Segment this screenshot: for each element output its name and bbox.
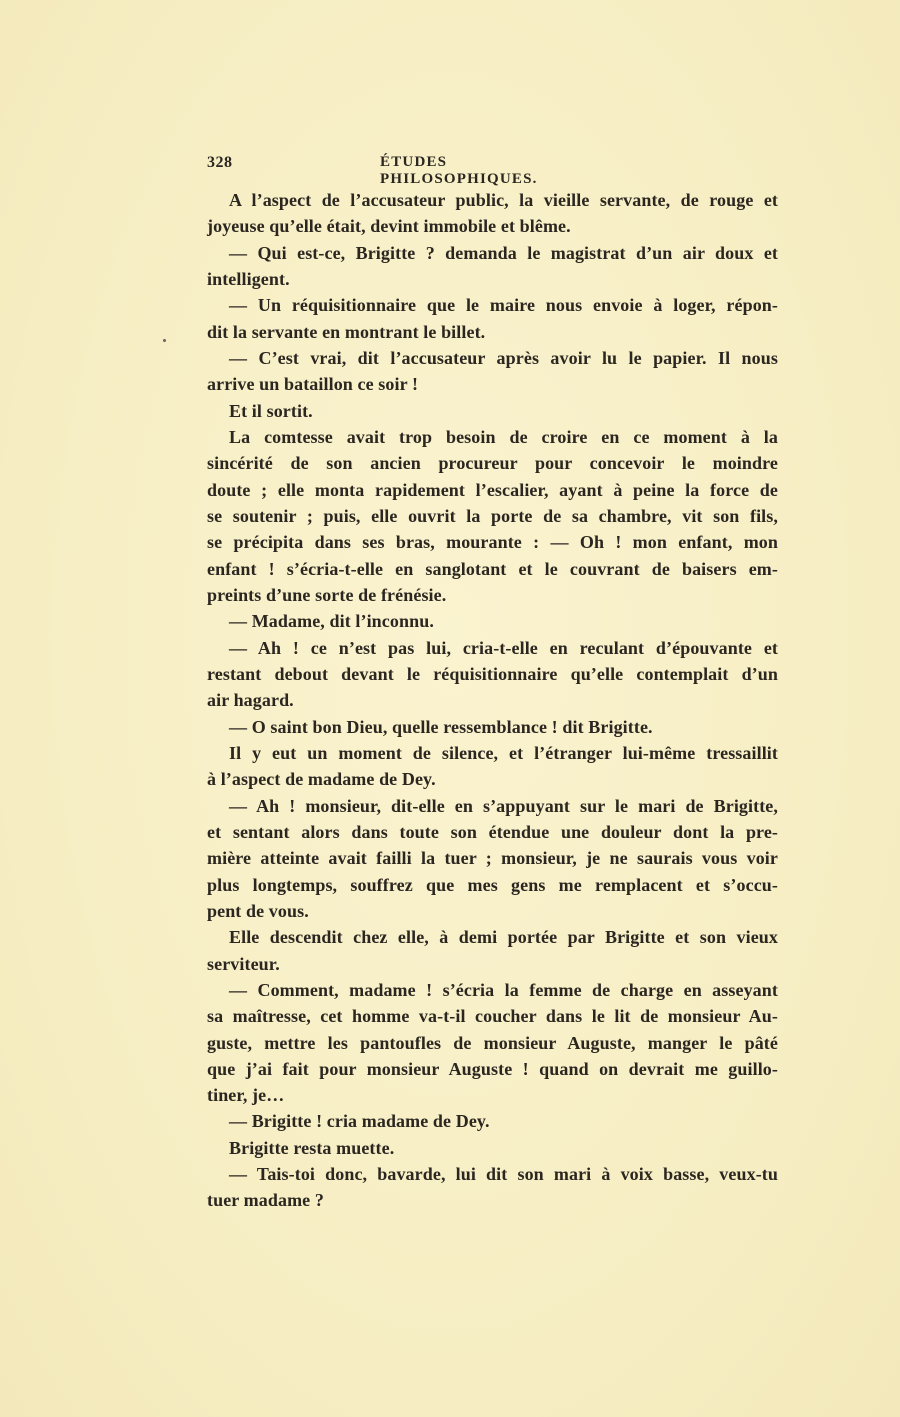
text-line: intelligent. bbox=[207, 268, 290, 289]
text-line: — Madame, dit l’inconnu. bbox=[229, 611, 434, 632]
text-line: — Comment, madame ! s’écria la femme de charge en asseyant bbox=[229, 979, 778, 1000]
page-number: 328 bbox=[207, 154, 233, 171]
scan-speck bbox=[163, 339, 166, 342]
text-line: — Ah ! monsieur, dit-elle en s’appuyant sur le mari de Brigitte, bbox=[229, 795, 778, 816]
text-line: doute ; elle monta rapidement l’escalier, ayant à peine la force de bbox=[207, 479, 778, 500]
paragraph bbox=[207, 345, 778, 398]
paragraph bbox=[207, 424, 778, 608]
page-header bbox=[207, 154, 609, 187]
text-line: tuer madame ? bbox=[207, 1190, 324, 1211]
text-line: enfant ! s’écria-t-elle en sanglotant et le couvrant de baisers em- bbox=[207, 558, 778, 579]
text-line: à l’aspect de madame de Dey. bbox=[207, 769, 436, 790]
text-line: preints d’une sorte de frénésie. bbox=[207, 584, 447, 605]
text-line: — O saint bon Dieu, quelle ressemblance ! dit Brigitte. bbox=[229, 716, 653, 737]
paragraph bbox=[207, 714, 778, 740]
paragraph bbox=[207, 1161, 778, 1214]
text-line: — Brigitte ! cria madame de Dey. bbox=[229, 1111, 490, 1132]
paragraph bbox=[207, 1135, 778, 1161]
text-line: Et il sortit. bbox=[229, 400, 313, 421]
text-line: La comtesse avait trop besoin de croire en ce moment à la bbox=[229, 426, 778, 447]
text-line: — C’est vrai, dit l’accusateur après avoir lu le papier. Il nous bbox=[229, 347, 778, 368]
text-line: — Qui est-ce, Brigitte ? demanda le magistrat d’un air doux et bbox=[229, 242, 778, 263]
text-line: pent de vous. bbox=[207, 900, 309, 921]
paragraph bbox=[207, 608, 778, 634]
running-title: ÉTUDES PHILOSOPHIQUES. bbox=[380, 154, 538, 187]
text-line: — Ah ! ce n’est pas lui, cria-t-elle en reculant d’épouvante et bbox=[229, 637, 778, 658]
paragraph bbox=[207, 793, 778, 925]
text-line: et sentant alors dans toute son étendue une douleur dont la pre- bbox=[207, 821, 778, 842]
text-line: mière atteinte avait failli la tuer ; monsieur, je ne saurais vous voir bbox=[207, 848, 778, 869]
text-line: Elle descendit chez elle, à demi portée par Brigitte et son vieux bbox=[229, 927, 778, 948]
body-text bbox=[207, 187, 778, 1214]
text-line: serviteur. bbox=[207, 953, 280, 974]
text-line: dit la servante en montrant le billet. bbox=[207, 321, 486, 342]
text-line: — Tais-toi donc, bavarde, lui dit son mari à voix basse, veux-tu bbox=[229, 1164, 778, 1185]
text-line: se précipita dans ses bras, mourante : — Oh ! mon enfant, mon bbox=[207, 532, 778, 553]
text-line: Brigitte resta muette. bbox=[229, 1137, 395, 1158]
text-line: sincérité de son ancien procureur pour concevoir le moindre bbox=[207, 453, 778, 474]
paragraph bbox=[207, 292, 778, 345]
text-line: sa maîtresse, cet homme va-t-il coucher dans le lit de monsieur Au- bbox=[207, 1006, 778, 1027]
paragraph bbox=[207, 924, 778, 977]
text-line: guste, mettre les pantoufles de monsieur Auguste, manger le pâté bbox=[207, 1032, 778, 1053]
text-line: que j’ai fait pour monsieur Auguste ! quand on devrait me guillo- bbox=[207, 1058, 778, 1079]
paragraph bbox=[207, 187, 778, 240]
text-line: A l’aspect de l’accusateur public, la vieille servante, de rouge et bbox=[229, 190, 778, 210]
text-line: Il y eut un moment de silence, et l’étranger lui-même tressaillit bbox=[229, 742, 778, 763]
text-line: — Un réquisitionnaire que le maire nous envoie à loger, répon- bbox=[229, 295, 778, 316]
paragraph bbox=[207, 240, 778, 293]
text-line: se soutenir ; puis, elle ouvrit la porte de sa chambre, vit son fils, bbox=[207, 505, 778, 526]
text-line: joyeuse qu’elle était, devint immobile et blême. bbox=[207, 216, 571, 237]
text-line: plus longtemps, souffrez que mes gens me remplacent et s’occu- bbox=[207, 874, 778, 895]
paragraph bbox=[207, 977, 778, 1109]
paragraph bbox=[207, 1108, 778, 1134]
text-line: air hagard. bbox=[207, 690, 294, 711]
text-line: tiner, je… bbox=[207, 1085, 285, 1106]
paragraph bbox=[207, 398, 778, 424]
text-line: restant debout devant le réquisitionnaire qu’elle contemplait d’un bbox=[207, 663, 778, 684]
text-line: arrive un bataillon ce soir ! bbox=[207, 374, 419, 395]
paragraph bbox=[207, 635, 778, 714]
paragraph bbox=[207, 740, 778, 793]
